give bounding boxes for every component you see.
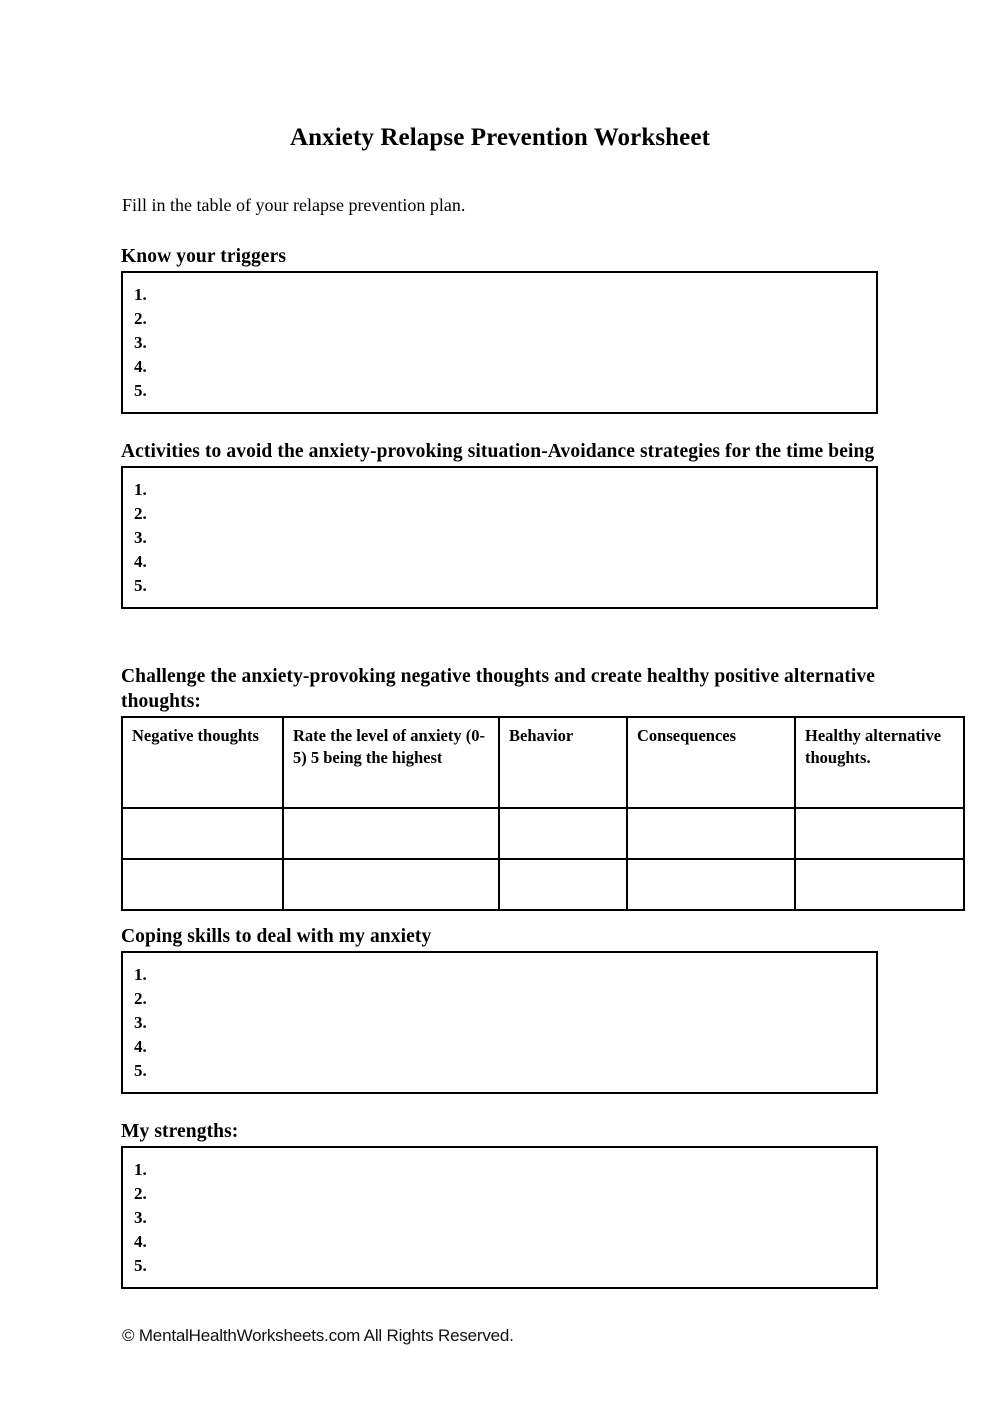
section-know-your-triggers [121,245,878,414]
table-column-header-consequences: Consequences [627,717,795,808]
table-cell[interactable] [627,808,795,859]
section-avoidance-strategies [121,440,878,609]
list-item[interactable]: 1. [134,479,147,499]
table-column-header-behavior: Behavior [499,717,627,808]
list-item[interactable]: 5. [134,1060,147,1080]
table-column-header-healthy-alternative-thoughts: Healthy alternative thoughts. [795,717,964,808]
list-item[interactable]: 3. [134,332,147,352]
section-heading-strengths: My strengths: [121,1121,239,1142]
page-title: Anxiety Relapse Prevention Worksheet [289,124,710,151]
list-item[interactable]: 5. [134,380,147,400]
table-header-row [122,717,964,808]
table-column-header-anxiety-rating: Rate the level of anxiety (0-5) 5 being the highest [283,717,499,808]
coping-list [134,963,876,1083]
list-item[interactable]: 2. [134,988,147,1008]
list-item[interactable]: 1. [134,964,147,984]
list-item[interactable]: 2. [134,1183,147,1203]
table-row [122,808,964,859]
thought-record-table [121,716,965,911]
list-item[interactable]: 3. [134,1012,147,1032]
list-item[interactable]: 1. [134,284,147,304]
avoidance-list [134,478,876,598]
list-item[interactable]: 3. [134,1207,147,1227]
table-cell[interactable] [795,808,964,859]
table-row [122,859,964,910]
list-item[interactable]: 4. [134,551,147,571]
list-item[interactable]: 4. [134,1036,147,1056]
table-cell[interactable] [795,859,964,910]
section-heading-avoidance: Activities to avoid the anxiety-provoking situation-Avoidance strategies for the time being [121,441,875,462]
table-cell[interactable] [283,859,499,910]
table-header-row-group [122,717,964,808]
list-item[interactable]: 3. [134,527,147,547]
list-item[interactable]: 2. [134,503,147,523]
table-cell[interactable] [499,859,627,910]
triggers-fill-box[interactable] [121,271,878,414]
table-cell[interactable] [499,808,627,859]
list-item[interactable]: 2. [134,308,147,328]
table-cell[interactable] [122,859,283,910]
section-challenge-thoughts [121,665,942,911]
list-item[interactable]: 4. [134,356,147,376]
section-coping-skills [121,925,878,1094]
strengths-fill-box[interactable] [121,1146,878,1289]
list-item[interactable]: 5. [134,575,147,595]
avoidance-fill-box[interactable] [121,466,878,609]
list-item[interactable]: 1. [134,1159,147,1179]
copyright-footer: © MentalHealthWorksheets.com All Rights Reserved. [122,1326,514,1345]
strengths-list [134,1158,876,1278]
section-heading-challenge: Challenge the anxiety-provoking negative thoughts and create healthy positive alternative thoughts: [121,666,876,712]
intro-instruction: Fill in the table of your relapse prevention plan. [122,195,466,215]
list-item[interactable]: 5. [134,1255,147,1275]
coping-fill-box[interactable] [121,951,878,1094]
table-cell[interactable] [283,808,499,859]
table-body [122,808,964,910]
section-my-strengths [121,1120,878,1289]
list-item[interactable]: 4. [134,1231,147,1251]
triggers-list [134,283,876,403]
table-column-header-negative-thoughts: Negative thoughts [122,717,283,808]
section-heading-coping: Coping skills to deal with my anxiety [121,926,432,947]
table-cell[interactable] [122,808,283,859]
section-heading-triggers: Know your triggers [121,246,287,267]
table-cell[interactable] [627,859,795,910]
